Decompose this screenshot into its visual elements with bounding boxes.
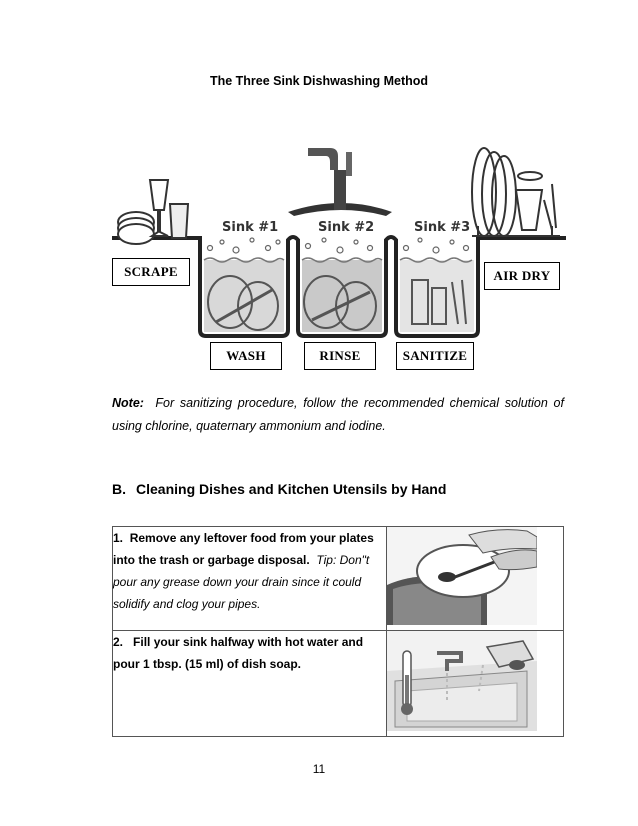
air-dry-label: AIR DRY	[484, 262, 560, 290]
filling-sink-illustration	[387, 631, 537, 731]
step-2-text	[113, 631, 387, 737]
page-number: 11	[312, 762, 326, 776]
step-instruction: Remove any leftover food from your plates into the trash or garbage disposal.	[113, 531, 374, 567]
rinse-label: RINSE	[304, 342, 376, 370]
page-title: The Three Sink Dishwashing Method	[209, 74, 429, 88]
section-letter: B.	[112, 481, 126, 497]
sink-2-title: Sink #2	[318, 220, 375, 235]
sink-3-title: Sink #3	[414, 220, 471, 235]
note-paragraph	[112, 392, 564, 438]
note-text: For sanitizing procedure, follow the recommended chemical solution of using chlorine, quaternary ammonium and iodine.	[112, 396, 564, 433]
step-2-image	[386, 631, 563, 737]
table-row	[113, 527, 564, 631]
step-1-text	[113, 527, 387, 631]
step-tip: Tip: Don"t pour any grease down your drain since it could solidify and clog your pipes.	[113, 553, 370, 611]
wash-label: WASH	[210, 342, 282, 370]
steps-table	[112, 526, 564, 737]
three-sink-illustration	[112, 130, 566, 375]
scrape-label: SCRAPE	[112, 258, 190, 286]
section-title: Cleaning Dishes and Kitchen Utensils by Hand	[136, 481, 447, 497]
table-row	[113, 631, 564, 737]
scraping-plate-illustration	[387, 527, 537, 625]
note-label: Note:	[112, 396, 144, 410]
sink-1-title: Sink #1	[222, 220, 279, 235]
step-1-image	[386, 527, 563, 631]
section-heading	[112, 481, 446, 497]
sanitize-label: SANITIZE	[396, 342, 474, 370]
step-number: 2.	[113, 635, 124, 649]
three-sink-diagram	[112, 130, 566, 375]
step-instruction: Fill your sink halfway with hot water and pour 1 tbsp. (15 ml) of dish soap.	[113, 635, 364, 671]
step-number: 1.	[113, 531, 124, 545]
